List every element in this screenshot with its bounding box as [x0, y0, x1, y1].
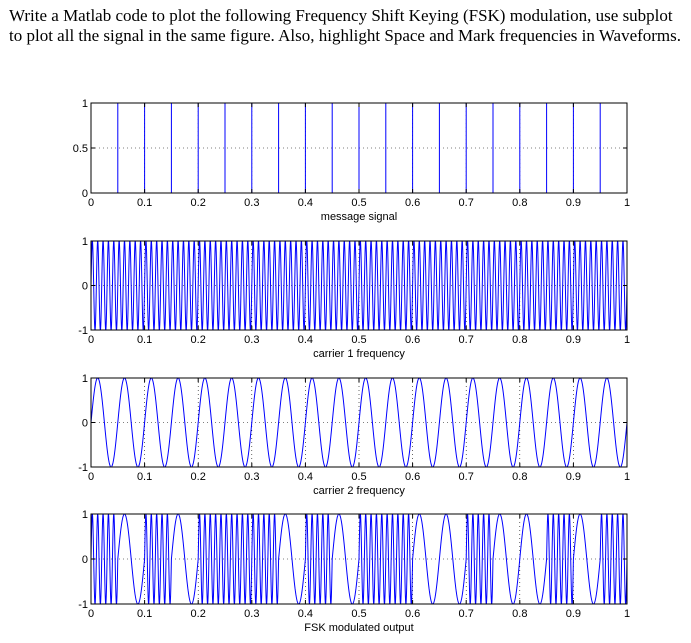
x-tick-label: 0.8 [512, 334, 528, 346]
x-tick-label: 0.4 [297, 608, 314, 620]
y-tick-label: 0 [81, 280, 88, 293]
x-tick-label: 0.7 [458, 608, 474, 620]
x-tick-label: 0.8 [512, 197, 528, 209]
x-tick-label: 0.4 [297, 471, 314, 483]
x-tick-label: 0.9 [565, 334, 582, 346]
question-text: Write a Matlab code to plot the following Frequency Shift Keying (FSK) modulation, use subplot to plot all the signal in the same figure. Also, highlight Space and Mark frequencies in Waveforms. [9, 6, 682, 45]
x-tick-label: 1 [623, 197, 631, 209]
x-tick-label: 0.5 [351, 197, 367, 209]
x-tick-label: 0.1 [136, 334, 153, 346]
y-tick-label: -1 [78, 462, 88, 474]
x-tick-label: 0.2 [190, 608, 206, 620]
y-tick-label: 1 [81, 373, 88, 385]
x-tick-label: 0.6 [404, 197, 421, 209]
subplot-2 [78, 236, 630, 360]
x-tick-label: 0.8 [512, 471, 528, 483]
x-axis-label: carrier 1 frequency [313, 348, 405, 360]
x-tick-label: 0.1 [136, 608, 153, 620]
x-tick-label: 0.5 [351, 471, 367, 483]
x-axis-label: carrier 2 frequency [313, 485, 405, 497]
y-tick-label: 0 [81, 417, 88, 430]
x-tick-label: 0.8 [512, 608, 528, 620]
x-tick-label: 0.7 [458, 197, 474, 209]
y-tick-label: 0.5 [72, 143, 88, 155]
x-tick-label: 0.5 [351, 334, 367, 346]
x-tick-label: 0.7 [458, 334, 474, 346]
y-tick-label: 0 [81, 188, 88, 200]
x-axis-label: message signal [320, 211, 398, 223]
x-tick-label: 0.2 [190, 334, 206, 346]
x-tick-label: 1 [623, 334, 631, 346]
signal-line [91, 103, 627, 193]
x-tick-label: 0 [87, 608, 95, 620]
y-tick-label: -1 [78, 599, 88, 611]
x-tick-label: 0.1 [136, 471, 153, 483]
x-tick-label: 0.6 [404, 471, 421, 483]
subplot-3 [78, 373, 630, 497]
signal-line [91, 378, 627, 467]
x-tick-label: 1 [623, 471, 631, 483]
y-tick-label: 1 [81, 98, 88, 110]
x-tick-label: 0.9 [565, 608, 582, 620]
x-tick-label: 0.3 [244, 334, 260, 346]
x-tick-label: 0 [87, 334, 95, 346]
x-tick-label: 0.3 [244, 197, 260, 209]
y-tick-label: 1 [81, 509, 88, 521]
x-tick-label: 1 [623, 608, 631, 620]
x-tick-label: 0.9 [565, 471, 582, 483]
x-tick-label: 0.3 [244, 608, 260, 620]
y-tick-label: 0 [81, 554, 88, 566]
x-tick-label: 0.4 [297, 197, 314, 209]
signal-line [91, 241, 627, 330]
x-tick-label: 0.6 [404, 334, 421, 346]
x-tick-label: 0.9 [565, 197, 582, 209]
y-tick-label: 1 [81, 236, 88, 248]
x-tick-label: 0 [87, 471, 95, 483]
x-axis-label: FSK modulated output [304, 622, 414, 634]
x-tick-label: 0.7 [458, 471, 474, 483]
x-tick-label: 0.2 [190, 197, 206, 209]
x-tick-label: 0.4 [297, 334, 314, 346]
x-tick-label: 0.3 [244, 471, 260, 483]
subplot-1 [73, 98, 630, 223]
subplot-4 [78, 509, 630, 634]
x-tick-label: 0.5 [351, 608, 367, 620]
x-tick-label: 0.2 [190, 471, 206, 483]
x-tick-label: 0.1 [136, 197, 153, 209]
x-tick-label: 0.6 [404, 608, 421, 620]
y-tick-label: -1 [78, 325, 88, 337]
x-tick-label: 0 [87, 197, 95, 209]
